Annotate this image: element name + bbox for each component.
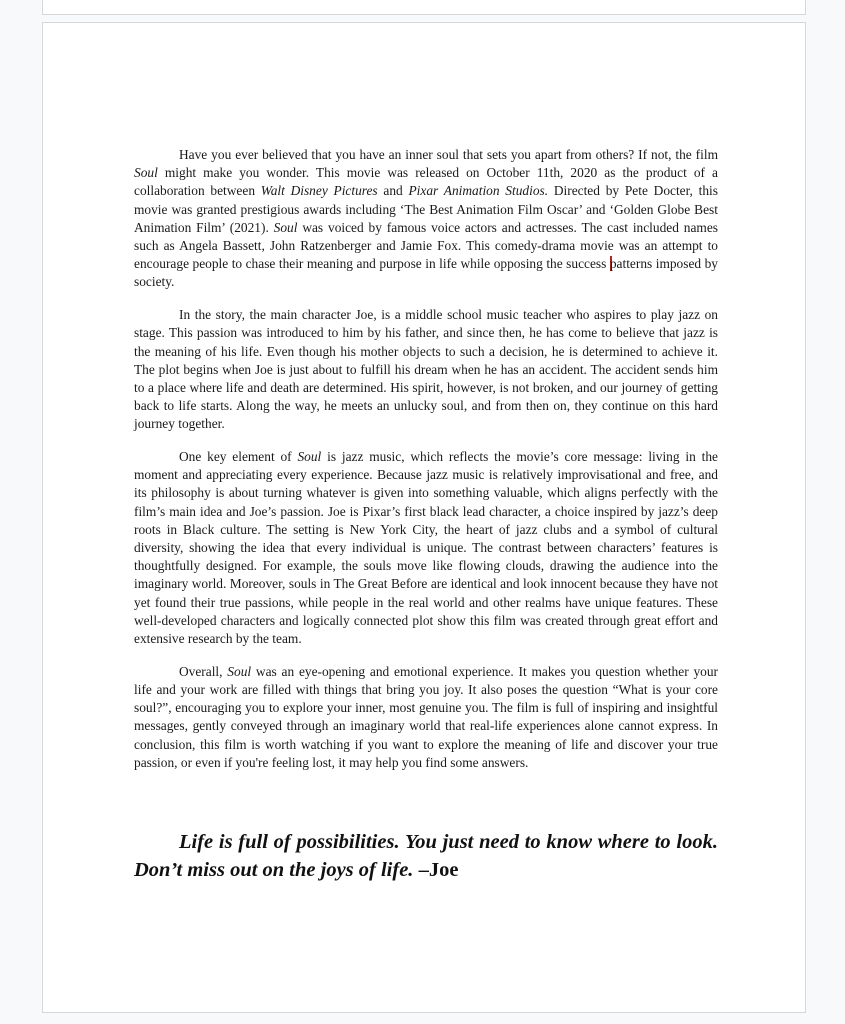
italic-text: Soul bbox=[297, 449, 322, 465]
text-run: was an eye-opening and emotional experience. It makes you question whether your life and your work are filled with things that bring you joy. It also poses the question “What is your core soul?”, encouraging you to explore your inner, most genuine you. The film is full of inspiring and insightful messages, gently conveyed through an imaginary world that real-life experiences alone cannot express. In conclusion, this film is worth watching if you want to explore the meaning of life and discover your true passion, or even if you're feeling lost, it may help you find some answers. bbox=[134, 663, 718, 770]
paragraph-intro[interactable] bbox=[134, 146, 718, 292]
italic-text: Soul bbox=[134, 165, 158, 181]
text-run: Directed by Pete Docter, this movie was granted prestigious awards including ‘The Best Animation Film Oscar’ and ‘Golden Globe Best Animation Film’ (2021). bbox=[134, 183, 718, 235]
closing-quote[interactable] bbox=[134, 829, 718, 884]
paragraph-story[interactable] bbox=[134, 306, 718, 433]
document-body[interactable] bbox=[134, 146, 718, 787]
paragraph-conclusion[interactable] bbox=[134, 663, 718, 772]
text-run: One key element of bbox=[179, 449, 298, 465]
text-run: might make you wonder. This movie was released on October 11th, 2020 as the product of a collaboration between bbox=[134, 165, 718, 199]
italic-text: Soul bbox=[227, 663, 252, 679]
document-page[interactable] bbox=[42, 22, 806, 1013]
text-run: and bbox=[377, 183, 409, 199]
text-run: was voiced by famous voice actors and actresses. The cast included names such as Angela Bassett, John Ratzenberger and Jamie Fox. This comedy-drama movie was an attempt to encourage people to chase their meaning and purpose in life while opposing the success bbox=[134, 219, 718, 272]
previous-page bbox=[42, 0, 806, 15]
quote-text: Life is full of possibilities. You just need to know where to look. Don’t miss out on the joys of life. bbox=[134, 831, 718, 881]
italic-text: Walt Disney Pictures bbox=[260, 183, 378, 199]
paragraph-analysis[interactable] bbox=[134, 448, 718, 648]
quote-attribution: –Joe bbox=[413, 858, 459, 881]
italic-text: Soul bbox=[273, 219, 298, 235]
text-run: patterns imposed by society. bbox=[134, 256, 718, 290]
text-run: is jazz music, which reflects the movie’s core message: living in the moment and appreciating every experience. Because jazz music is relatively improvisational and free, and its philosophy is about turning whatever is given into something valuable, which aligns perfectly with the film’s main idea and Joe’s passion. Joe is Pixar’s first black lead character, a choice inspired by jazz’s deep roots in Black culture. The setting is New York City, the heart of jazz clubs and a symbol of cultural diversity, showing the idea that every individual is unique. The contrast between characters’ features is thoughtfully designed. For example, the souls move like flowing clouds, drawing the audience into the imaginary world. Moreover, souls in The Great Before are identical and look innocent because they have not yet found their true passions, while people in the real world and other realms have unique features. These well-developed characters and logically connected plot show this film was created through great effort and extensive research by the team. bbox=[134, 449, 718, 647]
text-run: In the story, the main character Joe, is a middle school music teacher who aspires to play jazz on stage. This passion was introduced to him by his father, and since then, he has come to believe that jazz is the meaning of his life. Even though his mother objects to such a decision, he is determined to achieve it. The plot begins when Joe is just about to fulfill his dream when he has an accident. The accident sends him to a place where life and death are determined. His spirit, however, is not broken, and our journey of getting back to life starts. Along the way, he meets an unlucky soul, and from then on, they continue on this hard journey together. bbox=[134, 307, 718, 432]
italic-text: Pixar Animation Studios. bbox=[408, 183, 549, 199]
text-run: Have you ever believed that you have an inner soul that sets you apart from others? If not, the film bbox=[179, 147, 718, 162]
text-run: Overall, bbox=[179, 663, 228, 679]
